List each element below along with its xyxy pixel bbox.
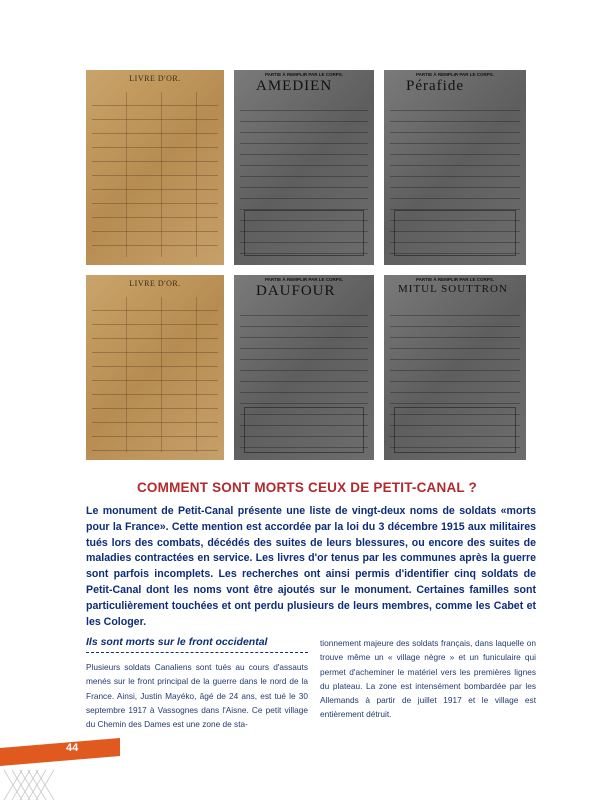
- article-title: COMMENT SONT MORTS CEUX DE PETIT-CANAL ?: [136, 480, 477, 495]
- body-text-col2: tionnement majeure des soldats français, dans laquelle on trouve même un « village nègre » et un funiculaire qui permet d'acheminer le matériel vers les premières lignes du plateau. La zone est intensément bombardée par les Allemands à partir de juillet 1917 et le village est entièrement détruit.: [320, 638, 536, 720]
- fiche-photo-perafide: [384, 70, 526, 265]
- article-intro: Le monument de Petit-Canal présente une liste de vingt-deux noms de soldats «morts pour la France». Cette mention est accordée par la loi du 3 décembre 1915 aux militaires tués lors des combats, décédés des suites de leurs blessures, ou encore des suites de maladies contractées en service. Les livres d'or tenus par les communes après la guerre sont parfois incomplets. Les recherches ont ainsi permis d'identifier cinq soldats de Petit-Canal dont les noms vont être ajoutés sur le monument. Certaines familles sont particulièrement touchées et ont perdu plusieurs de leurs membres, comme les Cabet et les Cologer.: [86, 505, 536, 628]
- section-divider: [86, 652, 308, 653]
- fiche-header: PARTIE À REMPLIR PAR LE CORPS.: [415, 277, 495, 282]
- fiche-soldier-name: AMEDIEN: [256, 78, 333, 94]
- livre-or-header: LIVRE D'OR.: [129, 74, 181, 83]
- fiche-soldier-name: MITUL SOUTTRON: [398, 283, 508, 295]
- fiche-photo-mitul: [384, 275, 526, 460]
- column-left: [86, 636, 308, 731]
- fiche-soldier-name: DAUFOUR: [256, 283, 336, 299]
- fiche-header: PARTIE À REMPLIR PAR LE CORPS.: [415, 72, 495, 77]
- archive-photos: [86, 70, 526, 460]
- fiche-header: PARTIE À REMPLIR PAR LE CORPS.: [264, 277, 344, 282]
- fiche-photo-amedien: [234, 70, 374, 265]
- fiche-soldier-name: Pérafide: [406, 78, 464, 94]
- body-text-col1: Plusieurs soldats Canaliens sont tués au cours d'assauts menés sur le front principal de la guerre dans le nord de la France. Ainsi, Justin Mayéko, âgé de 24 ans, est tué le 30 septembre 1917 à Vassognes dans l'Aisne. Ce petit village du Chemin des Dames est une zone de sta-: [86, 662, 308, 730]
- livre-or-photo-1: [86, 70, 224, 265]
- livre-or-header: LIVRE D'OR.: [129, 279, 181, 288]
- column-right: [320, 636, 536, 722]
- fiche-photo-daufour: [234, 275, 374, 460]
- page-number: 44: [66, 742, 79, 754]
- page-corner-decoration: [0, 730, 120, 800]
- livre-or-photo-2: [86, 275, 224, 460]
- section-title: Ils sont morts sur le front occidental: [86, 636, 268, 648]
- fiche-header: PARTIE À REMPLIR PAR LE CORPS.: [264, 72, 344, 77]
